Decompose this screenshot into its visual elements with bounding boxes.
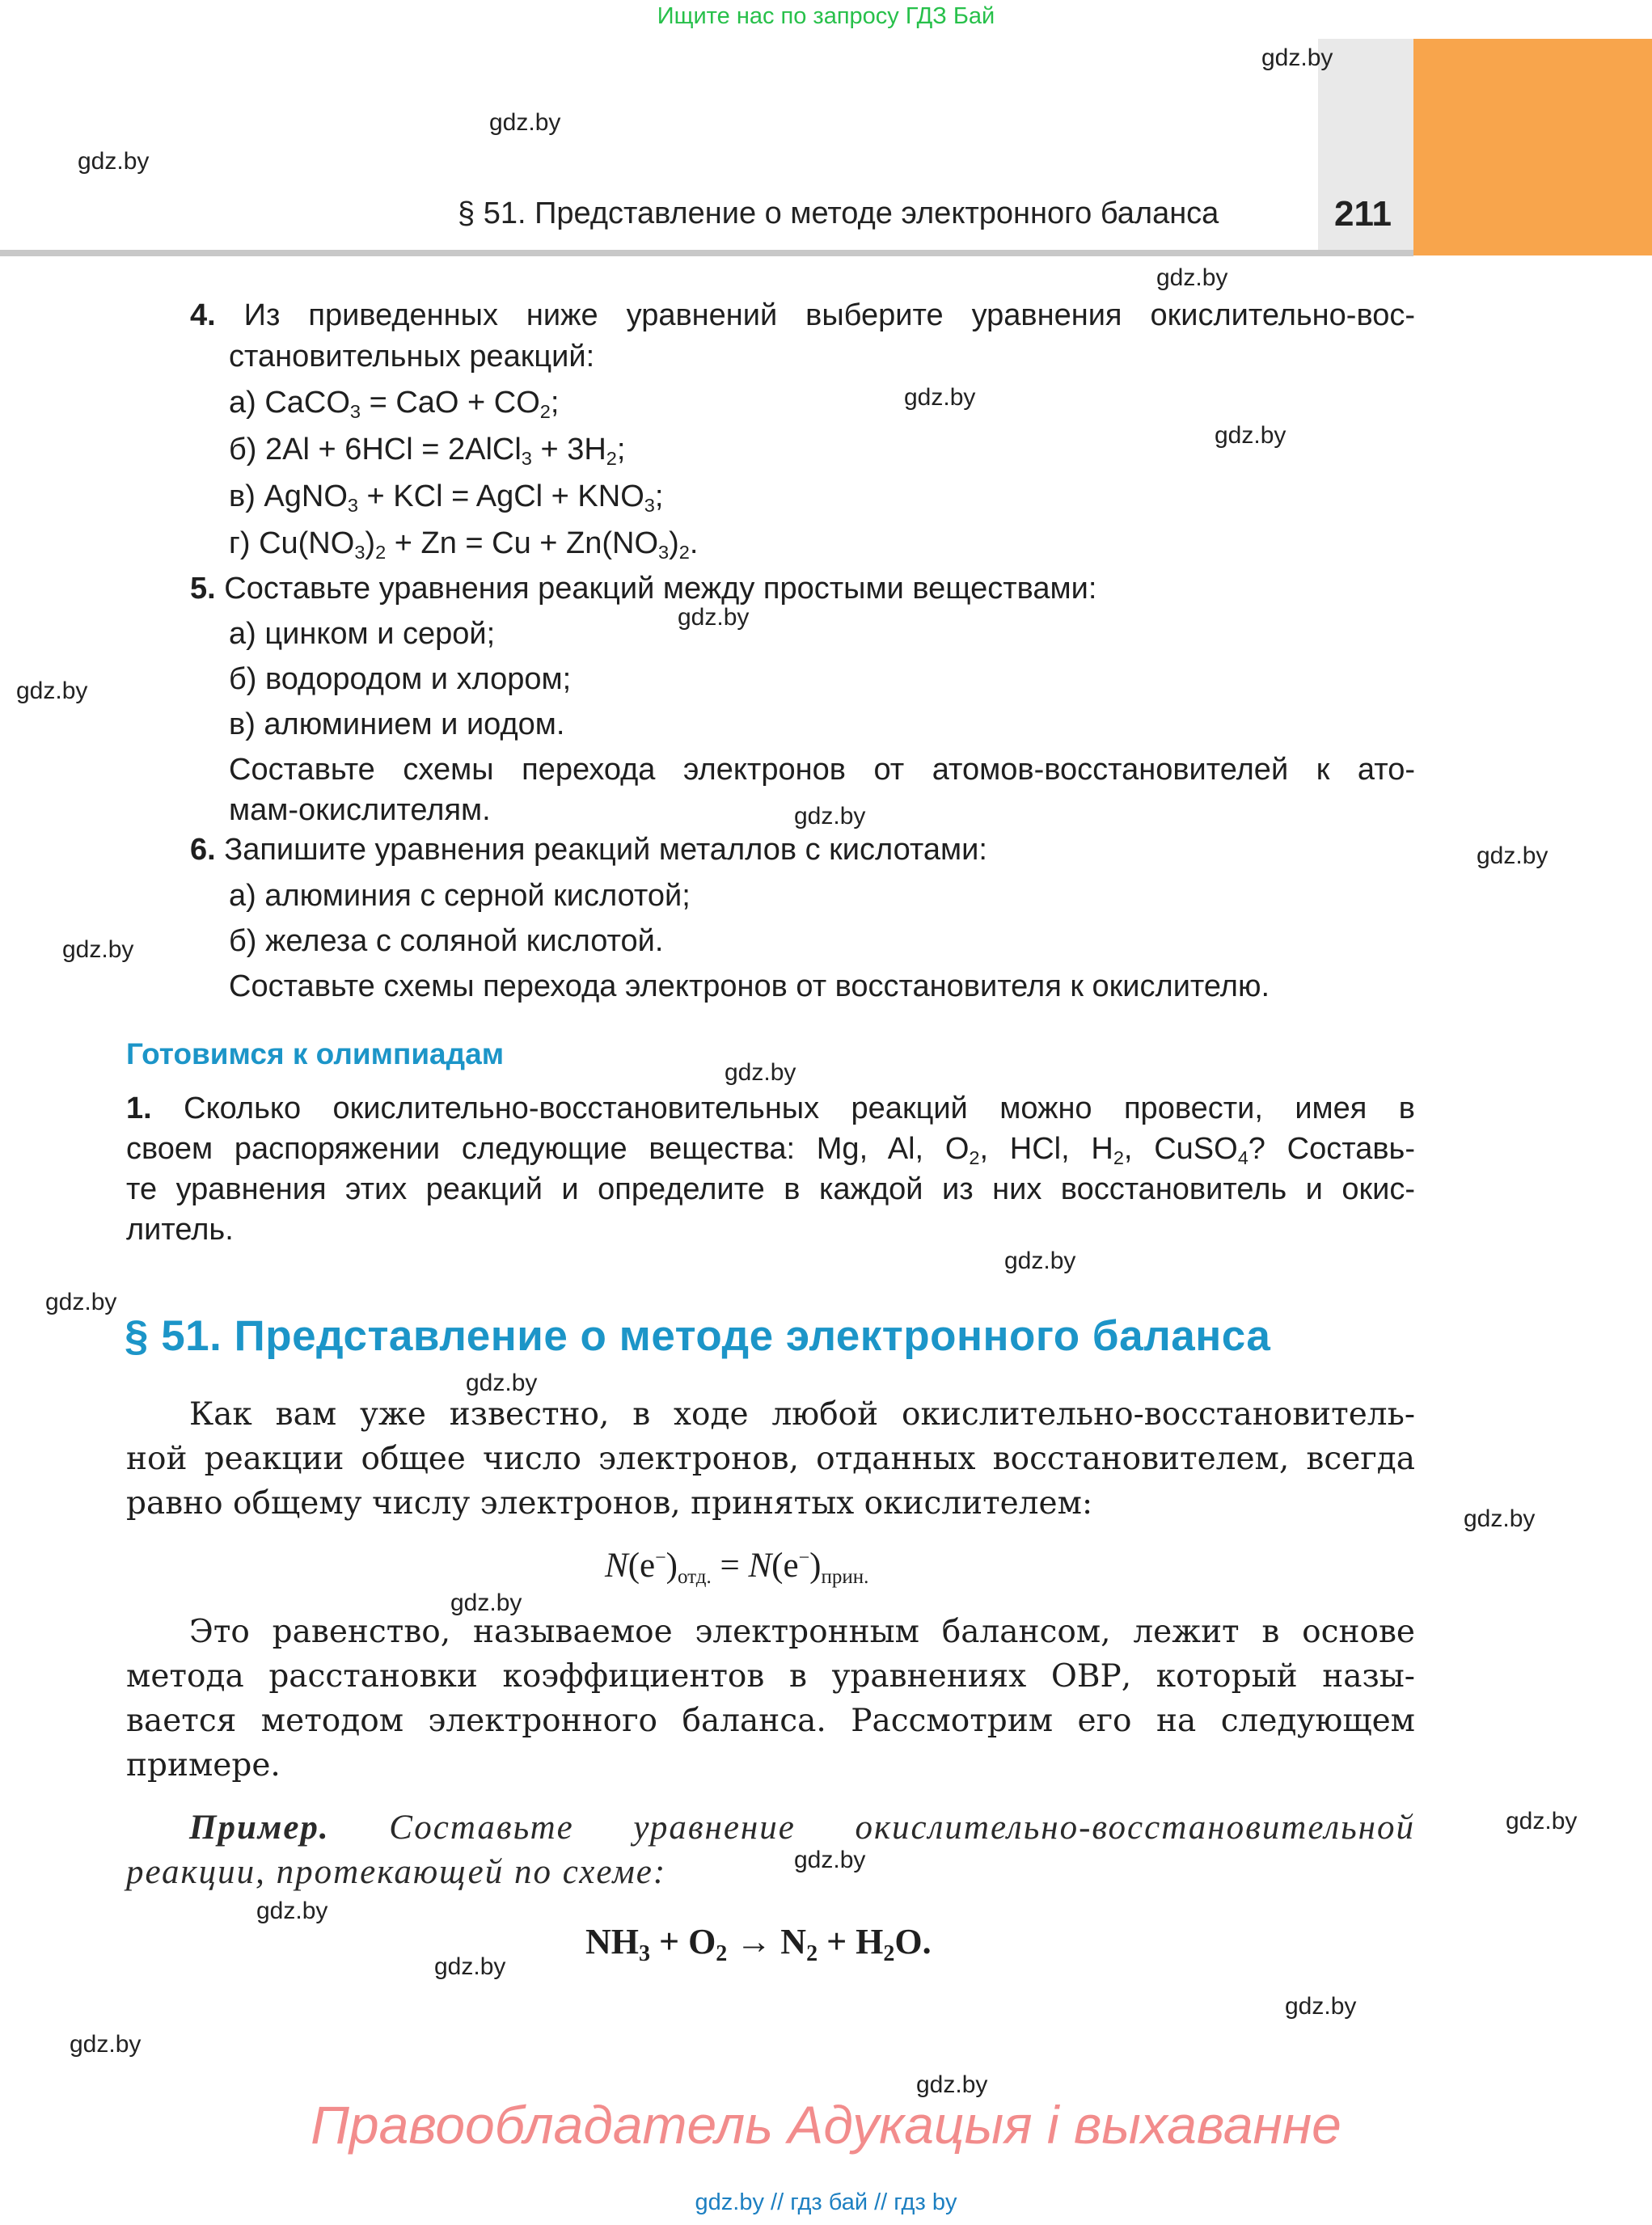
watermark: gdz.by [466, 1370, 538, 1396]
watermark: gdz.by [1261, 44, 1333, 71]
section-title: § 51. Представление о методе электронного баланса [125, 1312, 1271, 1360]
watermark: gdz.by [434, 1953, 506, 1980]
watermark: gdz.by [16, 678, 88, 704]
watermark: gdz.by [70, 2031, 142, 2058]
watermark: gdz.by [794, 803, 866, 830]
olympiad-task-line-2: своем распоряжении следующие вещества: Mg, Al, $O_2$, HCl, $H_2$, CuSO$_4$? Составь- [126, 1132, 1415, 1169]
paragraph-1-line-2: ной реакции общее число электронов, отданных восстановителем, всегда [126, 1441, 1415, 1477]
task-4-line-2: становительных реакций: [229, 340, 595, 374]
watermark: gdz.by [1004, 1248, 1076, 1274]
watermark: gdz.by [1464, 1505, 1536, 1532]
watermark: gdz.by [678, 604, 750, 631]
task-4-option-d: г) $Cu(NO_3)_2 + Zn = Cu + Zn(NO_3)_2$. [229, 526, 699, 564]
example-line-1: Пример. Составьте уравнение окислительно-восстановительной [189, 1809, 1415, 1847]
paragraph-2-line-2: метода расстановки коэффициентов в уравнениях ОВР, который назы- [126, 1658, 1415, 1695]
olympiad-task-line-1: 1. Сколько окислительно-восстановительных реакций можно провести, имея в [126, 1091, 1415, 1125]
watermark: gdz.by [1156, 264, 1228, 291]
footer-links: gdz.by // гдз бай // гдз by [695, 2189, 957, 2215]
task-5-option-a: а) цинком и серой; [229, 617, 496, 651]
top-search-note: Ищите нас по запросу ГДЗ Бай [657, 3, 995, 29]
task-4-option-a: а) CaCO$_3$ = CaO + $CO_2$; [229, 386, 560, 423]
watermark: gdz.by [1506, 1808, 1578, 1834]
olympiad-task-line-3: те уравнения этих реакций и определите в каждой из них восстановитель и окис- [126, 1172, 1415, 1206]
reaction-scheme: $NH_3 + O_2 \to N_2 + H_2O$. [585, 1922, 932, 1966]
task-5-option-b: б) водородом и хлором; [229, 662, 572, 696]
task-5-note-line-2: мам-окислителям. [229, 793, 491, 827]
paragraph-1-line-1: Как вам уже известно, в ходе любой окислительно-восстановитель- [189, 1396, 1415, 1433]
task-6-note: Составьте схемы перехода электронов от восстановителя к окислителю. [229, 969, 1270, 1003]
task-4-option-c: в) AgNO$_3$ + KCl = AgCl + $KNO_3$; [229, 479, 664, 517]
running-header-title: § 51. Представление о методе электронного баланса [458, 196, 1219, 230]
page-number: 211 [1334, 194, 1392, 234]
watermark: gdz.by [904, 384, 976, 411]
watermark: gdz.by [256, 1898, 328, 1924]
watermark: gdz.by [794, 1847, 866, 1873]
copyright-owner: Правообладатель Адукацыя і выхаванне [311, 2095, 1341, 2155]
watermark: gdz.by [78, 148, 150, 175]
task-4-line-1: 4. Из приведенных ниже уравнений выберите уравнения окислительно-вос- [190, 298, 1415, 332]
task-5-note-line-1: Составьте схемы перехода электронов от атомов-восстановителей к ато- [229, 753, 1415, 787]
task-5-option-c: в) алюминием и иодом. [229, 707, 565, 741]
watermark: gdz.by [725, 1059, 796, 1086]
watermark: gdz.by [45, 1289, 117, 1315]
task-6-option-a: а) алюминия с серной кислотой; [229, 879, 691, 913]
watermark: gdz.by [1285, 1993, 1357, 2020]
task-6-line-1: 6. Запишите уравнения реакций металлов с кислотами: [190, 833, 987, 867]
header-rule [0, 250, 1413, 256]
watermark: gdz.by [489, 109, 561, 136]
olympiad-task-line-4: литель. [126, 1213, 234, 1247]
watermark: gdz.by [916, 2071, 988, 2098]
watermark: gdz.by [1477, 842, 1548, 869]
paragraph-2-line-1: Это равенство, называемое электронным балансом, лежит в основе [189, 1614, 1415, 1650]
task-4-option-b: б) 2Al + 6HCl = 2AlCl$_3$ + $3H_2$; [229, 433, 626, 470]
task-6-option-b: б) железа с соляной кислотой. [229, 924, 664, 958]
paragraph-2-line-3: вается методом электронного баланса. Рассмотрим его на следующем [126, 1703, 1415, 1739]
task-5-line-1: 5. Составьте уравнения реакций между простыми веществами: [190, 572, 1097, 606]
paragraph-1-line-3: равно общему числу электронов, принятых окислителем: [126, 1485, 1093, 1522]
header-orange-tab [1413, 39, 1652, 255]
watermark: gdz.by [62, 936, 134, 963]
olympiad-heading: Готовимся к олимпиадам [126, 1037, 505, 1070]
paragraph-2-line-4: примере. [126, 1747, 281, 1784]
example-line-2: реакции, протекающей по схеме: [126, 1853, 667, 1891]
watermark: gdz.by [1215, 422, 1287, 449]
electron-balance-formula: N(e−)отд. = N(e−)прин. [605, 1547, 869, 1588]
watermark: gdz.by [450, 1590, 522, 1616]
